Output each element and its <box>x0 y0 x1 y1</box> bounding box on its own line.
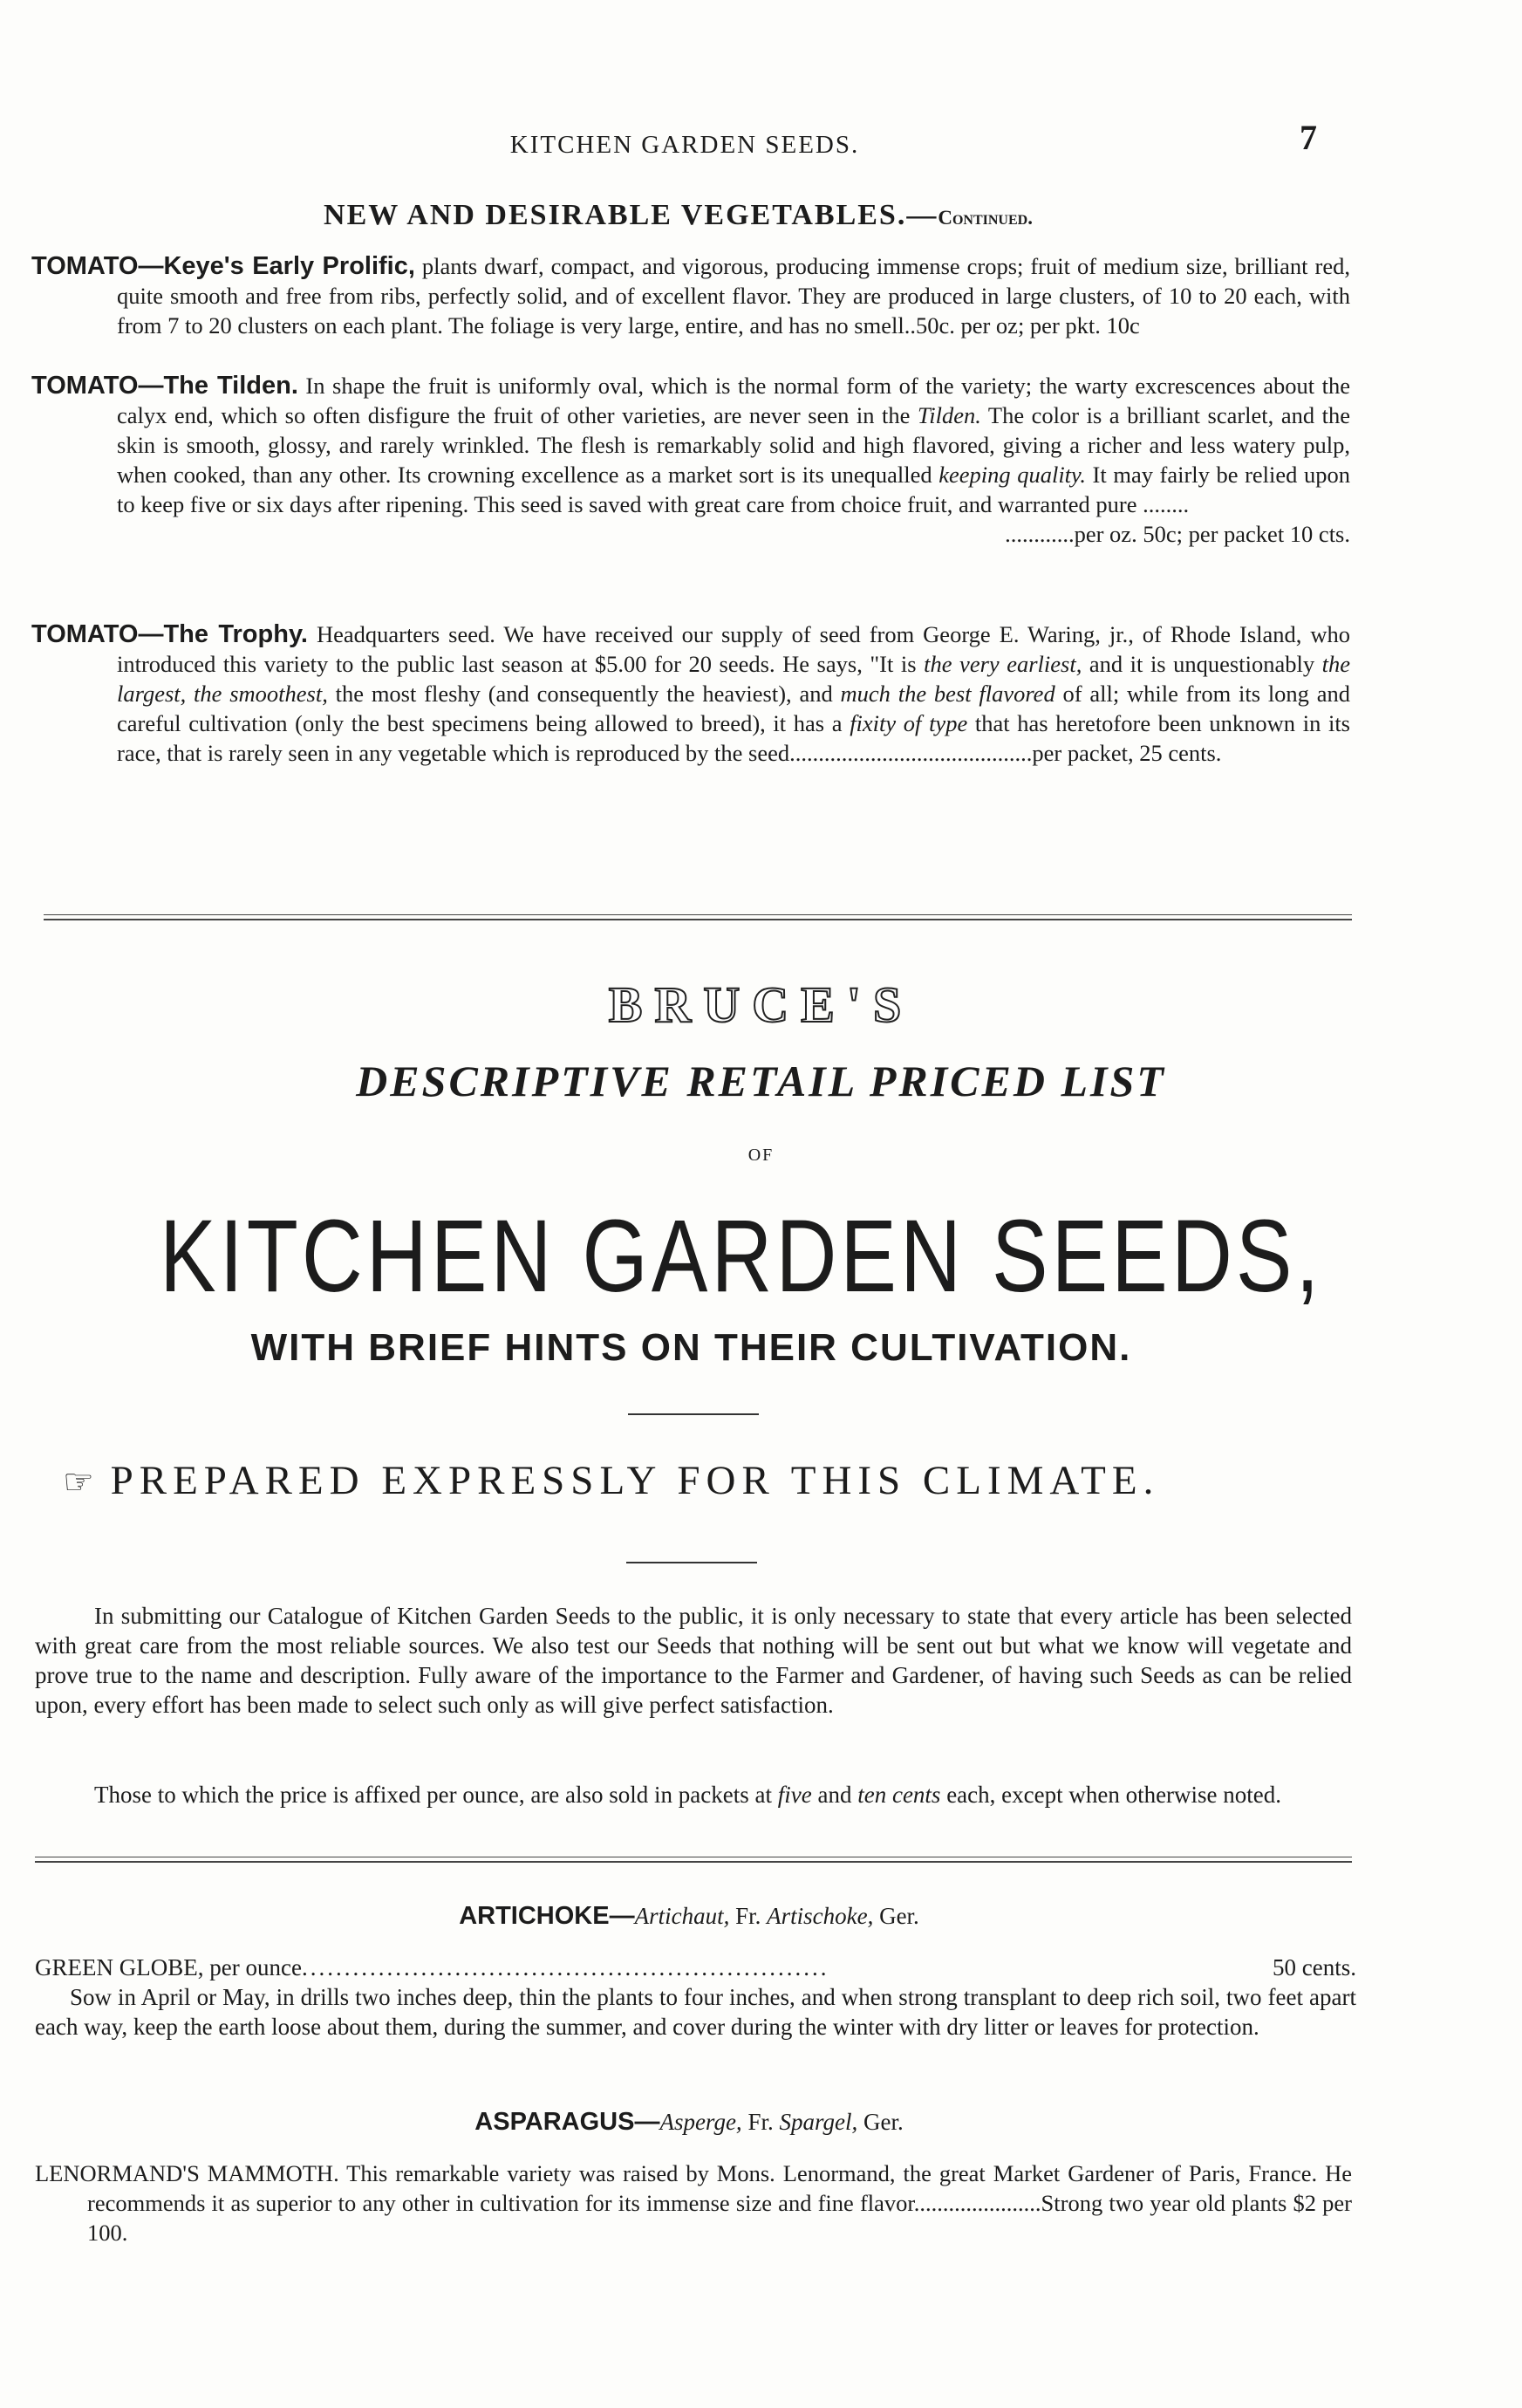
title-descriptive: DESCRIPTIVE RETAIL PRICED LIST <box>356 1057 1166 1105</box>
entry-text: It may fairly be relied upon to keep five or six days after ripening. This seed is saved with great care from choice fruit, and warranted pure ........ <box>117 462 1350 517</box>
pointing-hand-icon: ☞ <box>63 1462 94 1502</box>
section-divider <box>44 914 1352 920</box>
title-bruces: BRUCE'S <box>608 976 914 1033</box>
entry-text: Headquarters seed. We have received our supply of seed from George E. Waring, jr., of Rhode Island, who introduced this variety to the public last season at $5.00 for 20 seeds. He says, "It is <box>117 621 1350 677</box>
lang-label: Ger. <box>857 2109 904 2135</box>
prices-note <box>35 1780 1352 1809</box>
emphasis: the largest, the smoothest, <box>117 651 1351 707</box>
note-text: each, except when otherwise noted. <box>940 1782 1282 1808</box>
prepared-text: PREPARED EXPRESSLY FOR THIS CLIMATE. <box>110 1458 1160 1503</box>
lang-label: Fr. <box>729 1903 768 1929</box>
entry-text: the most fleshy (and consequently the heaviest), and <box>327 681 841 707</box>
variety-name: TOMATO—The Tilden. <box>31 372 298 400</box>
asparagus-entry <box>35 2158 1352 2247</box>
emphasis: ten cents <box>857 1782 941 1808</box>
entry-tomato-keyes <box>31 251 1350 340</box>
variety-name: TOMATO—Keye's Early Prolific, <box>31 252 415 280</box>
section-heading <box>0 199 1356 232</box>
emphasis: keeping quality. <box>938 462 1086 488</box>
french-name: Artichaut, <box>634 1903 730 1929</box>
artichoke-text: Sow in April or May, in drills two inches deep, thin the plants to four inches, and when strong transplant to deep rich soil, two feet apart each way, keep the earth loose about them, during the summer, and cover during the winter with dry litter or leaves for protection. <box>35 1984 1356 2040</box>
entry-text: that has heretofore been unknown in its race, that is rarely seen in any vegetable which is reproduced by the seed..........................................per packet, 25 cents. <box>117 710 1350 766</box>
vegetable-name: ASPARAGUS— <box>474 2108 660 2136</box>
entry-text: and it is unquestionably <box>1082 651 1322 677</box>
emphasis: five <box>777 1782 812 1808</box>
prepared-line <box>63 1457 1354 1504</box>
section-heading-title: NEW AND DESIRABLE VEGETABLES.— <box>324 199 938 231</box>
german-name: Spargel, <box>779 2109 858 2135</box>
artichoke-entry <box>35 1953 1356 2042</box>
lang-label: Fr. <box>741 2109 780 2135</box>
note-text: and <box>811 1782 858 1808</box>
item-price: 50 cents. <box>1273 1954 1356 1980</box>
artichoke-heading <box>0 1902 1378 1931</box>
asparagus-heading <box>0 2108 1378 2137</box>
title-of: OF <box>747 1146 775 1165</box>
entry-text: plants dwarf, compact, and vigorous, producing immense crops; fruit of medium size, brilliant red, quite smooth and free from ribs, perfectly solid, and of excellent flavor. They are produced in large clusters, of 10 to 20 each, with from 7 to 20 clusters on each plant. The foliage is very large, entire, and has no smell..50c. per oz; per pkt. 10c <box>117 253 1350 339</box>
note-text: Those to which the price is affixed per ounce, are also sold in packets at <box>94 1782 778 1808</box>
artichoke-item-line <box>35 1953 1356 1982</box>
short-rule <box>626 1562 757 1563</box>
entry-price: ............per oz. 50c; per packet 10 cts. <box>1005 521 1350 547</box>
emphasis: fixity of type <box>850 710 968 736</box>
intro-paragraph <box>35 1601 1352 1720</box>
entry-tomato-trophy <box>31 619 1350 768</box>
emphasis: much the best flavored <box>840 681 1055 707</box>
asparagus-text: LENORMAND'S MAMMOTH. This remarkable variety was raised by Mons. Lenormand, the great Market Gardener of Paris, France. He recommends it as superior to any other in cultivation for its immense size and fine flavor......................Strong two year old plants $2 per 100. <box>35 2160 1352 2246</box>
section-heading-continued: Continued. <box>938 207 1033 229</box>
page-number: 7 <box>1300 118 1317 157</box>
running-head: KITCHEN GARDEN SEEDS. <box>509 131 860 159</box>
vegetable-name: ARTICHOKE— <box>459 1902 635 1930</box>
intro-text: In submitting our Catalogue of Kitchen Garden Seeds to the public, it is only necessary to state that every article has been selected with great care from the most reliable sources. We also test our Seeds that nothing will be sent out but what we know will vegetate and prove true to the name and description. Fully aware of the importance to the Farmer and Gardener, of having such Seeds as can be relied upon, every effort has been made to select such only as will give perfect satisfaction. <box>35 1603 1352 1718</box>
section-divider <box>35 1857 1352 1863</box>
title-subtitle: WITH BRIEF HINTS ON THEIR CULTIVATION. <box>250 1326 1132 1369</box>
emphasis: the very earliest, <box>924 651 1082 677</box>
french-name: Asperge, <box>659 2109 742 2135</box>
emphasis: Tilden. <box>917 402 981 428</box>
short-rule <box>628 1413 759 1415</box>
entry-text: In shape the fruit is uniformly oval, which is the normal form of the variety; the warty excrescences about the calyx end, which so often disfigure the fruit of other varieties, are never seen in the <box>117 373 1350 428</box>
entry-text: of all; while from its long and careful cultivation (only the best specimens being allowed to breed), it has a <box>117 681 1350 736</box>
variety-name: TOMATO—The Trophy. <box>31 620 308 648</box>
leader-dots: .............................................................. <box>301 1954 829 1980</box>
title-main: KITCHEN GARDEN SEEDS, <box>160 1199 1323 1314</box>
item-name: GREEN GLOBE, per ounce <box>35 1954 302 1980</box>
entry-text: The color is a brilliant scarlet, and the skin is smooth, glossy, and rarely wrinkled. The flesh is remarkably solid and high flavored, giving a richer and less watery pulp, when cooked, than any other. Its crowning excellence as a market sort is its unequalled <box>117 402 1350 488</box>
lang-label: Ger. <box>873 1903 919 1929</box>
entry-tomato-tilden <box>31 371 1350 549</box>
german-name: Artischoke, <box>767 1903 874 1929</box>
